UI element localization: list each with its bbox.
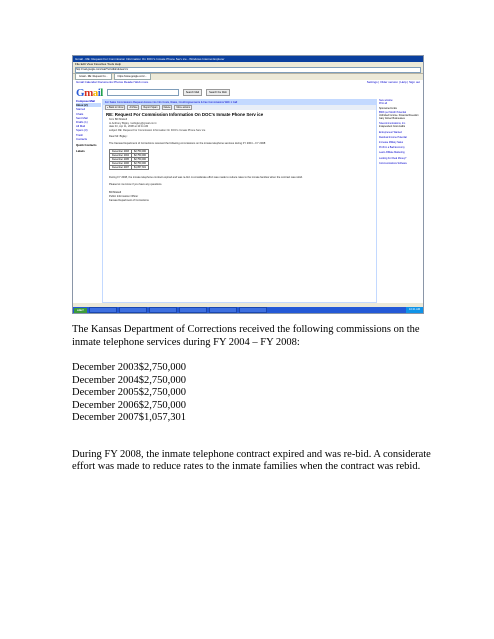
document-text — [72, 324, 432, 474]
right-sidebar — [377, 99, 423, 303]
intro-paragraph: The Kansas Department of Corrections received the following commissions on the inmate telephone services during FY 2004 – FY 2008: — [72, 324, 420, 348]
window-title: Gmail - RE: Request For Commission Information On DOC's Inmate Phone Serv ice - Windows Internet Explorer — [73, 56, 423, 62]
message-view — [102, 99, 377, 303]
account-links[interactable]: Settings | Older version | Help | Sign out — [366, 80, 420, 84]
google-bar-links[interactable]: Gmail Calendar Documents Photos Reader Web more — [76, 80, 149, 84]
ad-link[interactable]: Entrepreneur Wanted — [379, 130, 402, 134]
meta-from: from Bill Miskell — [109, 118, 128, 121]
nav-contacts[interactable]: Contacts — [76, 136, 88, 141]
commission-row: December 2003$2,750,000 — [72, 362, 187, 373]
ad-link[interactable]: Residual Income Potential — [379, 135, 407, 139]
commission-row: December 2006$2,750,000 — [72, 399, 187, 411]
gmail-header — [73, 85, 423, 100]
labels-header[interactable]: Labels — [76, 149, 85, 154]
closing-note: Please let me know if you have any questions. — [109, 183, 163, 187]
ad-link[interactable]: Looking For Real Money? — [379, 156, 407, 160]
archive-button[interactable]: Archive — [129, 106, 138, 109]
ad-text: Gary Glover Businesses — [379, 117, 405, 121]
commission-row: December 2005$2,750,000 — [72, 387, 187, 398]
nav-chats[interactable]: Chats — [76, 111, 84, 116]
table-cell: December 2005 — [110, 157, 132, 161]
taskbar-item[interactable] — [239, 307, 267, 313]
delete-button[interactable]: Delete — [163, 106, 171, 109]
nav-spam[interactable]: Spam (3) — [76, 128, 88, 133]
table-cell: $2,750,000 — [132, 157, 149, 161]
body-outro: During FY 2008, the inmate telephone contract expired and was re-bid. A considerate effort was made to reduce rates to the inmate families when the contract was rebid. — [109, 175, 303, 179]
start-button[interactable]: start — [74, 308, 87, 313]
mail-search-input[interactable] — [107, 89, 179, 96]
taskbar-item[interactable] — [89, 307, 117, 313]
table-row — [110, 149, 149, 153]
nav-inbox[interactable]: Inbox (2) — [76, 103, 101, 107]
commission-row: December 2004$2,750,000 — [72, 374, 187, 386]
table-cell: $2,750,000 — [132, 153, 149, 157]
table-cell: December 2007 — [110, 165, 132, 169]
sponsored-topline[interactable]: For Sales Commissions Request Access into Info Costs, Rates, Credit Agreements & Fax Commissions With 1 Call — [103, 100, 376, 105]
message-body — [103, 132, 376, 146]
tab-google[interactable]: https://www.google.com/... — [114, 73, 151, 80]
message-subject: RE: Request For Commission Information On DOC's Inmate Phone Serv ice — [106, 112, 264, 117]
table-row — [110, 157, 149, 161]
outro-paragraph: During FY 2008, the inmate telephone contract expired and was re-bid. A considerate effort was made to reduce rates to the inmate families when the contract was rebid. — [72, 448, 431, 472]
report-spam-button[interactable]: Report Spam — [143, 106, 158, 109]
ad-link[interactable]: Increase Military Sales — [379, 141, 404, 145]
table-cell: December 2003 — [110, 149, 132, 153]
new-window-link[interactable]: New window — [379, 99, 393, 102]
greeting: Dear Mr. Bigley: — [109, 135, 128, 138]
taskbar-item[interactable] — [119, 307, 147, 313]
table-cell: December 2006 — [110, 161, 132, 165]
message-body-2 — [103, 173, 376, 203]
body-intro: The Kansas Department of Corrections received the following commissions on the inmate telephone services during FY 2004 – FY 2008: — [109, 141, 266, 145]
search-web-button[interactable]: Search the Web — [206, 89, 230, 96]
system-clock: 10:21 AM — [406, 307, 423, 313]
back-to-inbox-button[interactable]: « Back to Inbox — [107, 106, 124, 109]
address-input[interactable]: http://mail.google.com/mail/?ui=2&ik=&view=cv — [75, 67, 421, 73]
ad-link[interactable]: Profit in a Bad Economy — [379, 146, 405, 150]
nav-sent[interactable]: Sent Mail — [76, 115, 88, 120]
nav-trash[interactable]: Trash — [76, 132, 84, 137]
print-all-link[interactable]: Print all — [379, 102, 387, 106]
table-cell: December 2004 — [110, 153, 132, 157]
nav-starred[interactable]: Starred — [76, 107, 86, 112]
gmail-logo: Gmail — [76, 86, 103, 99]
signature-title: Public Information Officer — [109, 194, 139, 198]
ad-link[interactable]: $50K per Month Potential — [379, 110, 406, 114]
nav-all-mail[interactable]: All Mail — [76, 124, 86, 129]
table-row — [110, 153, 149, 157]
ad-text: Independent Cost Audits — [379, 125, 406, 129]
meta-subject: subject RE: Request For Commission Information On DOC's Inmate Phone Serv ice — [109, 128, 206, 132]
taskbar — [73, 307, 423, 313]
ad-text: Unlimited Income. Financial Freedom — [379, 113, 419, 117]
table-row — [110, 165, 149, 169]
table-cell: $1,057,301 — [132, 165, 149, 169]
commission-mini-table — [109, 149, 149, 170]
ad-link[interactable]: Learn Affiliate Marketing — [379, 151, 405, 155]
table-cell: $2,750,000 — [132, 149, 149, 153]
commission-row: December 2007$1,057,301 — [72, 412, 187, 423]
nav-drafts[interactable]: Drafts (1) — [76, 120, 88, 125]
meta-to: to Anthony Bigley <anbigley@gmail.com> — [109, 121, 157, 125]
search-mail-button[interactable]: Search Mail — [183, 89, 202, 96]
quick-contacts-header[interactable]: Quick Contacts — [76, 143, 97, 148]
taskbar-item[interactable] — [179, 307, 207, 313]
more-actions-select[interactable]: More actions — [176, 106, 191, 109]
taskbar-item[interactable] — [149, 307, 177, 313]
table-row — [110, 161, 149, 165]
table-cell: $2,750,000 — [132, 161, 149, 165]
compose-mail-link[interactable]: Compose Mail — [76, 99, 95, 103]
meta-date: date Fri, Apr 11, 2008 at 10:11 AM — [109, 125, 149, 128]
taskbar-item[interactable] — [209, 307, 237, 313]
sponsored-links-header: Sponsored Links — [379, 107, 397, 111]
left-nav — [73, 99, 101, 303]
signature-name: Bill Miskell — [109, 191, 122, 195]
browser-screenshot — [72, 55, 424, 314]
signature-org: Kansas Department of Corrections — [109, 198, 149, 202]
gmail-main — [73, 99, 423, 303]
ad-link[interactable]: Telecommunications, Inc. — [379, 122, 406, 126]
tab-gmail[interactable]: Gmail - RE: Request Fo... — [75, 73, 112, 80]
menu-bar[interactable]: File Edit View Favorites Tools Help — [73, 62, 423, 67]
ad-link[interactable]: Communications Software — [379, 161, 407, 165]
